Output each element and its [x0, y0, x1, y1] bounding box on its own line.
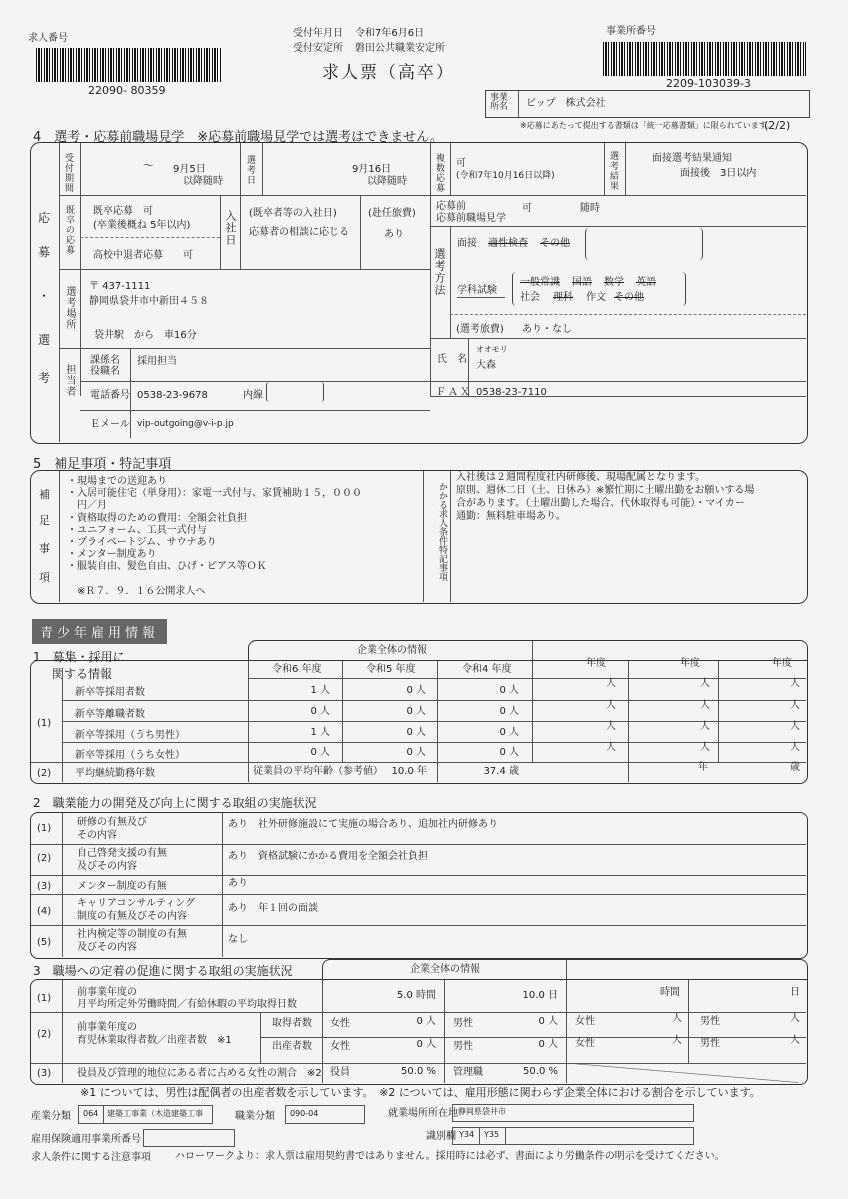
year-6: 年度 — [772, 658, 792, 669]
taker-male-blank-label: 男性 — [700, 1016, 720, 1027]
supplement-item: ・資格取得のための費用：全額会社負担 — [67, 512, 247, 524]
dept-label: 課係名 役職名 — [90, 355, 120, 377]
graduate-note: (卒業後概ね 5年以内) — [93, 220, 191, 231]
academic: 学科試験 — [457, 285, 497, 296]
special-label: かかる求人条件特記事項 — [437, 482, 447, 581]
aptitude: 適性検査 — [488, 238, 528, 249]
visit-label: 応募前職場見学 — [436, 213, 506, 224]
s3-r2-label1: 前事業年度の — [77, 1022, 137, 1033]
location-box — [452, 1104, 694, 1122]
section4-title: 4 選考・応募前職場見学 ※応募前職場見学では選考はできません。 — [33, 130, 443, 145]
row1-v5: 人 — [700, 678, 710, 689]
supplement-item: ・ユニフォーム、工具一式付与 — [67, 524, 207, 536]
received-office: 磐田公共職業安定所 — [355, 43, 445, 54]
subject-4: 英語 — [636, 277, 656, 288]
reception-start-note: 以降随時 — [183, 176, 223, 187]
subject-7: 作文 — [586, 292, 606, 303]
selection-travel-label: (選考旅費) — [456, 324, 504, 335]
supplement-item: ・現場までの送迎あり — [67, 476, 167, 487]
row4-label: 新卒等採用（うち女性） — [75, 750, 185, 761]
occupation-label: 職業分類 — [235, 1111, 275, 1122]
officer: 50.0 % — [401, 1066, 436, 1077]
s3-r1-label2: 月平均所定外労働時間／有給休暇の平均取得日数 — [77, 999, 297, 1010]
year-3: 令和4 年度 — [462, 664, 512, 675]
fax-label: ＦＡＸ — [436, 387, 472, 398]
youth-header-box — [248, 640, 808, 661]
join-date-label: 入社日 — [224, 210, 237, 246]
id-box — [452, 1127, 694, 1145]
email-label: Ｅメール — [90, 419, 130, 430]
s2-r4-no: (4) — [37, 906, 52, 917]
row3-v1: 1 人 — [310, 727, 330, 738]
graduate-label: 既卒の応募 — [64, 205, 74, 255]
supplement-item: ・入居可能住宅（単身用）：家電一式付与、家賃補助１５，０００ — [67, 488, 362, 500]
supplement-item: ・プライベートジム、サウナあり — [67, 537, 217, 549]
supp-label-3: 事 — [39, 542, 50, 555]
address: 静岡県袋井市中新田４５８ — [89, 296, 209, 307]
row2-v4: 人 — [606, 700, 616, 711]
manager: 50.0 % — [523, 1066, 558, 1077]
s3-r2-no: (2) — [37, 1029, 52, 1040]
occupation: 090-04 — [290, 1109, 319, 1118]
special-line: 入社後は２週間程度社内研修後、現場配属となります。 — [456, 472, 706, 483]
row4-v2: 0 人 — [406, 747, 426, 758]
supplement-item — [67, 574, 362, 586]
s3-r1-no: (1) — [37, 993, 52, 1004]
email: vip-outgoing@v-i-p.jp — [137, 419, 234, 429]
ext-label: 内線 — [243, 390, 263, 401]
youth-s3-header-box — [322, 959, 808, 980]
birth-female-label: 女性 — [330, 1041, 350, 1052]
age-label: 従業員の平均年齢（参考値） — [253, 766, 383, 777]
birth-female-blank-label: 女性 — [575, 1038, 595, 1049]
row1-v3: 0 人 — [499, 685, 519, 696]
outer-label-1: 応 — [38, 211, 51, 225]
selection-date-note: 以降随時 — [367, 176, 407, 187]
tenure-no: (2) — [37, 768, 52, 779]
youth-company-info: 企業全体の情報 — [357, 645, 427, 656]
youth-note: ※1 については、男性は配偶者の出産者数を示しています。 ※2 については、雇用形態に関わらず企業全体における割合を示しています。 — [80, 1086, 761, 1099]
tel: 0538-23-9678 — [137, 390, 208, 401]
row4-v5: 人 — [700, 742, 710, 753]
youth-s3-title: 3 職場への定着の促進に関する取組の実施状況 — [33, 964, 293, 978]
tenure-label: 平均継続勤務年数 — [75, 768, 155, 779]
industry: 建築工事業（木造建築工事 — [107, 1109, 203, 1118]
section5-title: 5 補足事項・特記事項 — [33, 457, 172, 472]
s3-r3-no: (3) — [37, 1068, 52, 1079]
outer-label-4: 選 — [38, 333, 51, 347]
taker-female: 0 人 — [416, 1016, 436, 1027]
s2-r5-no: (5) — [37, 937, 52, 948]
multi-apply: 可 — [456, 158, 466, 169]
reception-period-label: 受付期間 — [63, 153, 73, 193]
taker-label: 取得者数 — [272, 1018, 312, 1029]
s2-r1-value: あり 社外研修施設にて実施の場合あり、追加社内研修あり — [228, 819, 498, 830]
birth-male-blank-label: 男性 — [700, 1038, 720, 1049]
s2-r3-label1: メンター制度の有無 — [77, 881, 167, 892]
s2-r4-label2: 制度の有無及びその内容 — [77, 911, 187, 922]
supplement-item: ※Ｒ７．９．１６公開求人へ — [67, 585, 206, 597]
birth-label: 出産者数 — [272, 1041, 312, 1052]
s2-r1-label2: その内容 — [77, 830, 117, 841]
row1-v6: 人 — [790, 678, 800, 689]
row1-v2: 0 人 — [406, 685, 426, 696]
s2-r3-value: あり — [228, 878, 248, 889]
graduate: 既卒応募 可 — [93, 206, 153, 217]
visit-label-1: 応募前 — [436, 201, 466, 212]
supplement-item: 円／月 — [67, 500, 107, 512]
office-number-barcode — [603, 42, 806, 76]
page-number: (2/2) — [764, 119, 791, 132]
id-label: 識別欄 — [426, 1131, 456, 1142]
name-label: 氏 名 — [437, 354, 467, 365]
insurance-box — [143, 1129, 235, 1147]
received-office-label: 受付安定所 — [293, 43, 343, 54]
youth-s1-title-2: 関する情報 — [52, 667, 113, 681]
row3-v5: 人 — [700, 721, 710, 732]
s3-r2-label2: 育児休業取得者数／出産者数 ※1 — [77, 1035, 232, 1046]
station: 袋井駅 から 車16分 — [94, 330, 197, 341]
s3-company-info: 企業全体の情報 — [410, 964, 480, 975]
s3-r1-label1: 前事業年度の — [77, 987, 137, 998]
contact-name: 大森 — [476, 360, 496, 371]
youth-s1-title-1: 1 募集・採用に — [33, 650, 125, 664]
special-line: 原則、週休二日（土、日休み）※繁忙期に土曜出勤をお願いする場 — [456, 485, 755, 496]
office-number-label: 事業所番号 — [606, 26, 656, 37]
result: 面接選考結果通知 — [652, 153, 732, 164]
office-number: 2209-103039-3 — [666, 77, 751, 90]
received-date-label: 受付年月日 — [293, 28, 343, 39]
row3-v6: 人 — [790, 721, 800, 732]
birth-male: 0 人 — [538, 1039, 558, 1050]
taker-male-label: 男性 — [453, 1018, 473, 1029]
row2-v1: 0 人 — [310, 706, 330, 717]
s2-r1-label1: 研修の有無及び — [77, 817, 147, 828]
manager-label: 管理職 — [453, 1067, 483, 1078]
s3-r1-hours-blank: 時間 — [660, 987, 680, 998]
location: 静岡県袋井市 — [458, 1107, 506, 1116]
method-label: 選考方法 — [433, 248, 446, 296]
outer-label-5: 考 — [38, 371, 51, 385]
interview: 面接 — [457, 238, 477, 249]
row3-v4: 人 — [606, 721, 616, 732]
taker-female-blank: 人 — [672, 1013, 682, 1024]
result-label: 選考結果 — [608, 151, 618, 191]
postal: 〒 437-1111 — [89, 281, 151, 292]
name-kana: オオモリ — [476, 345, 508, 354]
row3-v2: 0 人 — [406, 727, 426, 738]
youth-banner: 青少年雇用情報 — [32, 619, 167, 644]
location-label: 就業場所所在地 — [388, 1108, 458, 1119]
supp-label-2: 足 — [39, 514, 50, 527]
special-line: 通勤：無料駐車場あり。 — [456, 511, 566, 522]
travel-label: (赴任旅費) — [368, 208, 416, 219]
row3-v3: 0 人 — [499, 727, 519, 738]
business-name-label: 事業所名 — [490, 93, 509, 112]
industry-label: 産業分類 — [31, 1111, 71, 1122]
officer-label: 役員 — [330, 1067, 350, 1078]
place-label: 選考場所 — [64, 286, 75, 330]
s3-r1-days: 10.0 日 — [522, 990, 558, 1001]
insurance-label: 雇用保険適用事業所番号 — [31, 1134, 141, 1145]
tel-label: 電話番号 — [90, 390, 130, 401]
outer-label-2: 募 — [38, 245, 51, 259]
s2-r1-no: (1) — [37, 823, 52, 834]
row2-label: 新卒等離職者数 — [75, 709, 145, 720]
taker-female-label: 女性 — [330, 1018, 350, 1029]
id-2: Y35 — [484, 1130, 500, 1139]
row4-v6: 人 — [790, 742, 800, 753]
tenure-blank: 年 — [698, 762, 708, 773]
birth-male-label: 男性 — [453, 1041, 473, 1052]
s2-r4-label1: キャリアコンサルティング — [77, 898, 195, 909]
selection-travel: あり・なし — [522, 324, 572, 335]
join-date-title: (既卒者等の入社日) — [249, 208, 337, 219]
s2-r2-value: あり 資格試験にかかる費用を全額会社負担 — [228, 851, 428, 862]
row4-v1: 0 人 — [310, 747, 330, 758]
subject-1: 一般常識 — [520, 277, 560, 288]
year-5: 年度 — [680, 658, 700, 669]
supp-label-1: 補 — [39, 488, 50, 501]
industry-code: 064 — [83, 1109, 99, 1118]
supplement-list — [67, 476, 362, 598]
dept: 採用担当 — [137, 356, 177, 367]
condition-label: 求人条件に関する注意事項 — [31, 1152, 151, 1163]
page-title: 求人票（高卒） — [322, 63, 455, 83]
other-bracket — [585, 228, 703, 260]
year-4: 年度 — [586, 658, 606, 669]
row1-v1: 1 人 — [310, 685, 330, 696]
join-date: 応募者の相談に応じる — [249, 227, 349, 238]
row3-label: 新卒等採用（うち男性） — [75, 730, 185, 741]
row1-label: 新卒等採用者数 — [75, 687, 145, 698]
multi-apply-note: (令和7年10月16日以降) — [456, 171, 555, 181]
supplement-item: ・メンター制度あり — [67, 549, 157, 561]
r3-blank-diagonal — [566, 1063, 804, 1083]
s2-r4-value: あり 年１回の面談 — [228, 903, 318, 914]
youth-s2-title: 2 職業能力の開発及び向上に関する取組の実施状況 — [33, 796, 317, 810]
received-date: 令和7年6月6日 — [355, 28, 425, 39]
job-number: 22090- 80359 — [88, 84, 166, 97]
other: その他 — [540, 238, 570, 249]
taker-female-blank-label: 女性 — [575, 1016, 595, 1027]
age-blank: 歳 — [790, 762, 800, 773]
outer-label-3: ・ — [38, 289, 51, 303]
reception-start: 9月5日 — [173, 164, 206, 175]
business-name: ビップ 株式会社 — [526, 98, 606, 109]
subject-5: 社会 — [520, 292, 540, 303]
row2-v6: 人 — [790, 700, 800, 711]
ext-bracket — [266, 382, 324, 402]
selection-date-label: 選考日 — [245, 155, 255, 185]
business-name-box — [485, 90, 810, 118]
multi-apply-label: 複数応募 — [434, 153, 444, 193]
job-number-barcode — [36, 48, 221, 82]
s3-r1-days-blank: 日 — [790, 987, 800, 998]
subject-6: 理科 — [553, 292, 573, 303]
contact-label: 担当者 — [64, 364, 75, 397]
year-2: 令和5 年度 — [366, 664, 416, 675]
row1-v4: 人 — [606, 678, 616, 689]
dropout: 高校中退者応募 可 — [93, 250, 193, 261]
industry-box — [78, 1105, 213, 1124]
youth-group-1: (1) — [37, 718, 52, 729]
job-number-label: 求人番号 — [28, 33, 68, 44]
id-1: Y34 — [459, 1130, 475, 1139]
row4-v4: 人 — [606, 742, 616, 753]
row2-v2: 0 人 — [406, 706, 426, 717]
visit-note: 随時 — [580, 203, 600, 214]
subject-3: 数学 — [604, 277, 624, 288]
visit: 可 — [522, 203, 532, 214]
reception-tilde: ～ — [143, 159, 154, 172]
taker-male: 0 人 — [538, 1016, 558, 1027]
birth-male-blank: 人 — [790, 1035, 800, 1046]
travel: あり — [384, 229, 404, 240]
selection-date: 9月16日 — [352, 164, 392, 175]
subject-8: その他 — [614, 292, 644, 303]
s2-r2-label2: 及びその内容 — [77, 861, 137, 872]
subject-2: 国語 — [572, 277, 592, 288]
special-list — [456, 471, 754, 523]
s3-r3-label: 役員及び管理的地位にある者に占める女性の割合 ※2 — [77, 1068, 322, 1079]
s2-r2-no: (2) — [37, 853, 52, 864]
birth-female-blank: 人 — [672, 1035, 682, 1046]
result-days: 面接後 3日以内 — [680, 168, 757, 179]
supplement-item: ・服装自由、髪色自由、ひげ・ピアス等ＯＫ — [67, 561, 267, 573]
birth-female: 0 人 — [416, 1039, 436, 1050]
fax: 0538-23-7110 — [476, 387, 547, 398]
occupation-box — [285, 1105, 365, 1124]
taker-male-blank: 人 — [790, 1013, 800, 1024]
supp-label-4: 項 — [39, 571, 50, 584]
s2-r5-label2: 及びその内容 — [77, 942, 137, 953]
tenure: 10.0 年 — [391, 766, 427, 777]
condition: ハローワークより：求人票は雇用契約書ではありません。採用時には必ず、書面により労働条件の明示を受けてください。 — [175, 1151, 725, 1162]
s2-r5-label1: 社内検定等の制度の有無 — [77, 929, 187, 940]
row4-v3: 0 人 — [499, 747, 519, 758]
age: 37.4 歳 — [483, 766, 519, 777]
year-1: 令和6 年度 — [272, 664, 322, 675]
row2-v3: 0 人 — [499, 706, 519, 717]
special-line: 合があります。（土曜出勤した場合、代休取得も可能）・マイカー — [456, 498, 745, 509]
s2-r3-no: (3) — [37, 881, 52, 892]
application-note: ※応募にあたって提出する書類は「統一応募書類」に限られています。 — [520, 121, 775, 130]
s2-r2-label1: 自己啓発支援の有無 — [77, 848, 167, 859]
s3-r1-hours: 5.0 時間 — [396, 990, 436, 1001]
s2-r5-value: なし — [228, 934, 248, 945]
row2-v5: 人 — [700, 700, 710, 711]
